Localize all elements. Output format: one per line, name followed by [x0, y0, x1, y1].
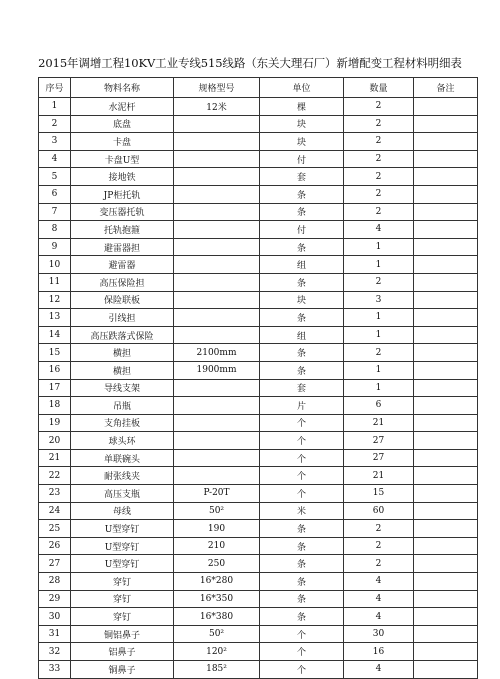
cell-note: [414, 520, 478, 538]
table-row: [39, 573, 478, 591]
cell-qty: 1: [344, 361, 414, 379]
cell-qty: 1: [344, 256, 414, 274]
cell-no: 30: [39, 608, 71, 626]
cell-no: 13: [39, 309, 71, 327]
cell-name: 托轨抱箍: [71, 221, 174, 239]
cell-note: [414, 309, 478, 327]
cell-qty: 4: [344, 221, 414, 239]
table-row: [39, 256, 478, 274]
cell-qty: 1: [344, 326, 414, 344]
table-row: [39, 661, 478, 679]
cell-unit: 个: [260, 467, 344, 485]
cell-note: [414, 625, 478, 643]
cell-no: 32: [39, 643, 71, 661]
cell-unit: 套: [260, 379, 344, 397]
cell-no: 23: [39, 485, 71, 503]
cell-no: 2: [39, 115, 71, 133]
cell-qty: 1: [344, 238, 414, 256]
cell-unit: 条: [260, 344, 344, 362]
cell-note: [414, 291, 478, 309]
cell-note: [414, 115, 478, 133]
cell-spec: 16*350: [174, 590, 260, 608]
cell-name: 母线: [71, 502, 174, 520]
table-row: [39, 168, 478, 186]
header-note: 备注: [414, 78, 478, 98]
cell-unit: 条: [260, 555, 344, 573]
cell-qty: 15: [344, 485, 414, 503]
cell-note: [414, 502, 478, 520]
cell-unit: 条: [260, 203, 344, 221]
cell-name: 避雷器: [71, 256, 174, 274]
cell-qty: 21: [344, 414, 414, 432]
cell-spec: [174, 238, 260, 256]
cell-spec: [174, 309, 260, 327]
table-row: [39, 150, 478, 168]
cell-note: [414, 256, 478, 274]
cell-name: 接地铁: [71, 168, 174, 186]
cell-name: 引线担: [71, 309, 174, 327]
table-row: [39, 520, 478, 538]
cell-no: 19: [39, 414, 71, 432]
table-row: [39, 467, 478, 485]
cell-qty: 2: [344, 98, 414, 116]
cell-spec: [174, 414, 260, 432]
table-row: [39, 221, 478, 239]
table-row: [39, 98, 478, 116]
cell-spec: 250: [174, 555, 260, 573]
table-row: [39, 590, 478, 608]
cell-note: [414, 185, 478, 203]
table-row: [39, 379, 478, 397]
cell-spec: 16*380: [174, 608, 260, 626]
table-row: [39, 414, 478, 432]
cell-name: 卡盘U型: [71, 150, 174, 168]
table-row: [39, 133, 478, 151]
cell-unit: 条: [260, 185, 344, 203]
cell-qty: 2: [344, 344, 414, 362]
cell-qty: 1: [344, 309, 414, 327]
cell-spec: [174, 326, 260, 344]
cell-name: 铝鼻子: [71, 643, 174, 661]
cell-qty: 27: [344, 449, 414, 467]
cell-no: 10: [39, 256, 71, 274]
cell-no: 20: [39, 432, 71, 450]
cell-spec: [174, 432, 260, 450]
cell-qty: 2: [344, 150, 414, 168]
cell-qty: 2: [344, 168, 414, 186]
cell-name: U型穿钉: [71, 520, 174, 538]
cell-unit: 条: [260, 238, 344, 256]
cell-qty: 21: [344, 467, 414, 485]
cell-no: 16: [39, 361, 71, 379]
table-body: [39, 98, 478, 679]
header-no: 序号: [39, 78, 71, 98]
table-row: [39, 309, 478, 327]
cell-qty: 2: [344, 273, 414, 291]
cell-no: 7: [39, 203, 71, 221]
cell-no: 17: [39, 379, 71, 397]
table-row: [39, 449, 478, 467]
cell-spec: 2100mm: [174, 344, 260, 362]
cell-unit: 块: [260, 115, 344, 133]
table-row: [39, 185, 478, 203]
cell-unit: 组: [260, 326, 344, 344]
cell-qty: 2: [344, 115, 414, 133]
cell-spec: [174, 115, 260, 133]
materials-table: [38, 77, 478, 679]
cell-note: [414, 361, 478, 379]
cell-note: [414, 397, 478, 415]
cell-no: 27: [39, 555, 71, 573]
cell-no: 14: [39, 326, 71, 344]
cell-name: 铜铝鼻子: [71, 625, 174, 643]
cell-spec: 50²: [174, 502, 260, 520]
cell-qty: 60: [344, 502, 414, 520]
cell-qty: 16: [344, 643, 414, 661]
table-row: [39, 625, 478, 643]
cell-name: 避雷器担: [71, 238, 174, 256]
cell-unit: 条: [260, 590, 344, 608]
cell-name: 高压支瓶: [71, 485, 174, 503]
cell-spec: [174, 203, 260, 221]
table-row: [39, 502, 478, 520]
cell-no: 9: [39, 238, 71, 256]
cell-unit: 个: [260, 661, 344, 679]
cell-spec: [174, 273, 260, 291]
cell-spec: [174, 221, 260, 239]
cell-unit: 组: [260, 256, 344, 274]
header-spec: 规格型号: [174, 78, 260, 98]
cell-qty: 6: [344, 397, 414, 415]
cell-unit: 条: [260, 273, 344, 291]
cell-note: [414, 608, 478, 626]
table-row: [39, 643, 478, 661]
cell-unit: 块: [260, 133, 344, 151]
cell-name: 穿钉: [71, 590, 174, 608]
cell-spec: 12米: [174, 98, 260, 116]
cell-unit: 条: [260, 309, 344, 327]
cell-unit: 个: [260, 643, 344, 661]
cell-no: 11: [39, 273, 71, 291]
cell-name: 穿钉: [71, 573, 174, 591]
cell-note: [414, 344, 478, 362]
table-row: [39, 537, 478, 555]
cell-name: 水泥杆: [71, 98, 174, 116]
cell-name: 吊瓶: [71, 397, 174, 415]
cell-spec: 210: [174, 537, 260, 555]
cell-spec: 120²: [174, 643, 260, 661]
cell-note: [414, 432, 478, 450]
cell-spec: [174, 150, 260, 168]
cell-no: 21: [39, 449, 71, 467]
cell-note: [414, 590, 478, 608]
table-row: [39, 555, 478, 573]
cell-name: 穿钉: [71, 608, 174, 626]
cell-spec: P-20T: [174, 485, 260, 503]
cell-qty: 2: [344, 203, 414, 221]
cell-unit: 个: [260, 625, 344, 643]
cell-unit: 个: [260, 414, 344, 432]
table-row: [39, 608, 478, 626]
cell-unit: 条: [260, 537, 344, 555]
cell-note: [414, 485, 478, 503]
cell-spec: [174, 168, 260, 186]
cell-note: [414, 661, 478, 679]
cell-unit: 条: [260, 520, 344, 538]
cell-name: 横担: [71, 344, 174, 362]
cell-unit: 个: [260, 485, 344, 503]
cell-name: 变压器托轨: [71, 203, 174, 221]
cell-unit: 个: [260, 449, 344, 467]
cell-qty: 1: [344, 379, 414, 397]
cell-qty: 2: [344, 520, 414, 538]
cell-unit: 块: [260, 291, 344, 309]
cell-spec: [174, 397, 260, 415]
cell-note: [414, 221, 478, 239]
cell-no: 33: [39, 661, 71, 679]
cell-unit: 套: [260, 168, 344, 186]
cell-no: 8: [39, 221, 71, 239]
cell-note: [414, 326, 478, 344]
cell-no: 31: [39, 625, 71, 643]
cell-spec: [174, 256, 260, 274]
cell-note: [414, 203, 478, 221]
cell-spec: [174, 449, 260, 467]
cell-name: 底盘: [71, 115, 174, 133]
cell-no: 18: [39, 397, 71, 415]
cell-unit: 付: [260, 221, 344, 239]
cell-no: 12: [39, 291, 71, 309]
cell-no: 24: [39, 502, 71, 520]
cell-note: [414, 98, 478, 116]
cell-note: [414, 643, 478, 661]
cell-name: 高压跌落式保险: [71, 326, 174, 344]
cell-note: [414, 168, 478, 186]
table-row: [39, 432, 478, 450]
cell-spec: [174, 133, 260, 151]
table-row: [39, 273, 478, 291]
table-row: [39, 485, 478, 503]
table-row: [39, 115, 478, 133]
cell-spec: [174, 185, 260, 203]
table-row: [39, 361, 478, 379]
cell-spec: [174, 467, 260, 485]
table-row: [39, 291, 478, 309]
table-row: [39, 238, 478, 256]
cell-no: 22: [39, 467, 71, 485]
cell-note: [414, 133, 478, 151]
cell-spec: 1900mm: [174, 361, 260, 379]
cell-note: [414, 238, 478, 256]
cell-unit: 条: [260, 361, 344, 379]
cell-note: [414, 414, 478, 432]
cell-note: [414, 537, 478, 555]
cell-unit: 条: [260, 573, 344, 591]
cell-name: 保险联板: [71, 291, 174, 309]
cell-spec: [174, 379, 260, 397]
cell-note: [414, 150, 478, 168]
cell-no: 4: [39, 150, 71, 168]
cell-qty: 2: [344, 537, 414, 555]
cell-name: U型穿钉: [71, 537, 174, 555]
cell-no: 6: [39, 185, 71, 203]
table-row: [39, 326, 478, 344]
cell-unit: 米: [260, 502, 344, 520]
cell-name: 支角挂板: [71, 414, 174, 432]
header-qty: 数量: [344, 78, 414, 98]
cell-spec: [174, 291, 260, 309]
cell-name: JP柜托轨: [71, 185, 174, 203]
cell-unit: 片: [260, 397, 344, 415]
cell-note: [414, 449, 478, 467]
cell-name: 横担: [71, 361, 174, 379]
cell-qty: 4: [344, 661, 414, 679]
cell-note: [414, 555, 478, 573]
header-row: [39, 78, 478, 98]
cell-qty: 30: [344, 625, 414, 643]
cell-no: 5: [39, 168, 71, 186]
cell-qty: 4: [344, 590, 414, 608]
cell-name: 卡盘: [71, 133, 174, 151]
header-name: 物料名称: [71, 78, 174, 98]
cell-name: 球头环: [71, 432, 174, 450]
cell-spec: 190: [174, 520, 260, 538]
sheet-title: 2015年调增工程10KV工业专线515线路（东关大理石厂）新增配变工程材料明细表: [38, 56, 462, 70]
cell-unit: 个: [260, 432, 344, 450]
cell-spec: 50²: [174, 625, 260, 643]
cell-name: 耐张线夹: [71, 467, 174, 485]
cell-qty: 2: [344, 133, 414, 151]
cell-unit: 付: [260, 150, 344, 168]
cell-qty: 4: [344, 573, 414, 591]
cell-no: 15: [39, 344, 71, 362]
cell-qty: 2: [344, 185, 414, 203]
cell-name: U型穿钉: [71, 555, 174, 573]
cell-qty: 3: [344, 291, 414, 309]
cell-unit: 棵: [260, 98, 344, 116]
cell-note: [414, 273, 478, 291]
cell-no: 1: [39, 98, 71, 116]
cell-unit: 条: [260, 608, 344, 626]
cell-spec: 16*280: [174, 573, 260, 591]
cell-note: [414, 573, 478, 591]
cell-name: 高压保险担: [71, 273, 174, 291]
cell-qty: 27: [344, 432, 414, 450]
cell-qty: 4: [344, 608, 414, 626]
table-row: [39, 397, 478, 415]
cell-no: 3: [39, 133, 71, 151]
cell-no: 25: [39, 520, 71, 538]
cell-note: [414, 379, 478, 397]
header-unit: 单位: [260, 78, 344, 98]
table-row: [39, 344, 478, 362]
cell-spec: 185²: [174, 661, 260, 679]
table-row: [39, 203, 478, 221]
cell-note: [414, 467, 478, 485]
cell-name: 单联碗头: [71, 449, 174, 467]
cell-no: 26: [39, 537, 71, 555]
cell-name: 铜鼻子: [71, 661, 174, 679]
cell-qty: 2: [344, 555, 414, 573]
cell-no: 28: [39, 573, 71, 591]
cell-name: 导线支架: [71, 379, 174, 397]
cell-no: 29: [39, 590, 71, 608]
